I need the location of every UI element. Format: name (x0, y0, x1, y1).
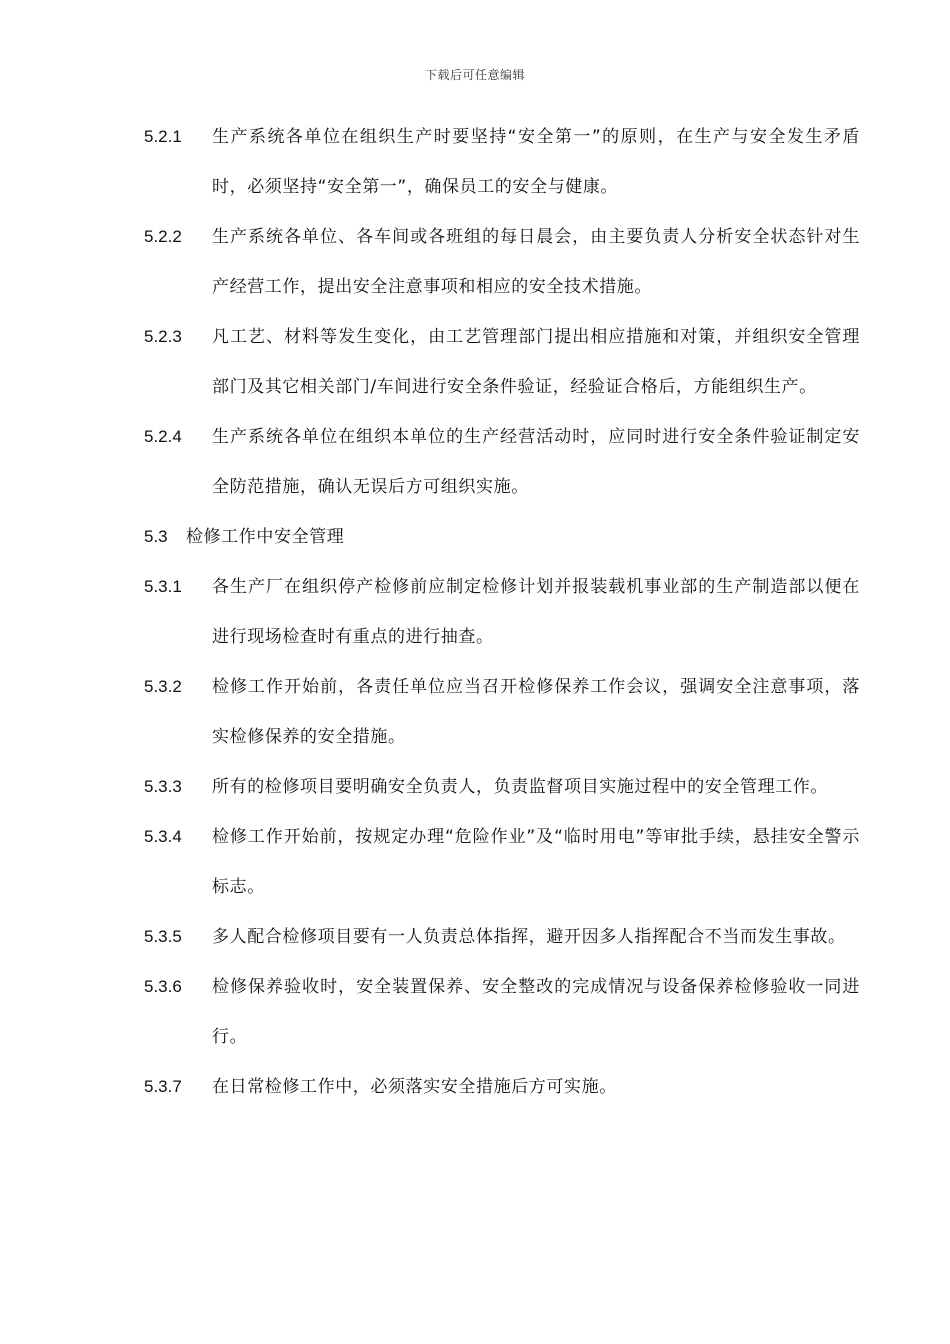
clause-text: 各生产厂在组织停产检修前应制定检修计划并报装载机事业部的生产制造部以便在进行现场检查时有重点的进行抽查。 (212, 577, 860, 647)
clause-text: 在日常检修工作中，必须落实安全措施后方可实施。 (212, 1077, 617, 1097)
clause-number: 5.3.3 (144, 777, 182, 796)
section-title: 检修工作中安全管理 (186, 527, 345, 547)
clause-5-3-2 (144, 662, 860, 762)
clause-text: 生产系统各单位、各车间或各班组的每日晨会，由主要负责人分析安全状态针对生产经营工作，提出安全注意事项和相应的安全技术措施。 (212, 227, 860, 297)
clause-5-3-5 (144, 912, 860, 962)
section-heading-5-3 (144, 512, 860, 562)
clause-text: 生产系统各单位在组织本单位的生产经营活动时，应同时进行安全条件验证制定安全防范措施，确认无误后方可组织实施。 (212, 427, 860, 497)
clause-number: 5.3.6 (144, 977, 182, 996)
clause-5-2-2 (144, 212, 860, 312)
header-note: 下载后可任意编辑 (424, 68, 525, 82)
clause-5-3-7 (144, 1062, 860, 1112)
clause-text: 凡工艺、材料等发生变化，由工艺管理部门提出相应措施和对策，并组织安全管理部门及其它相关部门/车间进行安全条件验证，经验证合格后，方能组织生产。 (212, 327, 860, 397)
clause-5-2-1 (144, 112, 860, 212)
clause-text: 检修工作开始前，各责任单位应当召开检修保养工作会议，强调安全注意事项，落实检修保养的安全措施。 (212, 677, 860, 747)
clause-text: 所有的检修项目要明确安全负责人，负责监督项目实施过程中的安全管理工作。 (212, 777, 828, 797)
section-number: 5.3 (144, 527, 168, 546)
clause-number: 5.2.2 (144, 227, 182, 246)
clause-5-3-3 (144, 762, 860, 812)
clause-text: 多人配合检修项目要有一人负责总体指挥，避开因多人指挥配合不当而发生事故。 (212, 927, 846, 947)
clause-number: 5.3.7 (144, 1077, 182, 1096)
clause-number: 5.2.4 (144, 427, 182, 446)
clause-5-2-3 (144, 312, 860, 412)
clause-number: 5.3.1 (144, 577, 182, 596)
clause-number: 5.3.2 (144, 677, 182, 696)
clause-text: 检修工作开始前，按规定办理“危险作业”及“临时用电”等审批手续，悬挂安全警示标志。 (212, 827, 860, 897)
clause-text: 检修保养验收时，安全装置保养、安全整改的完成情况与设备保养检修验收一同进行。 (212, 977, 860, 1047)
clause-number: 5.2.3 (144, 327, 182, 346)
clause-number: 5.3.4 (144, 827, 182, 846)
document-body (0, 112, 950, 1112)
clause-5-3-1 (144, 562, 860, 662)
clause-5-3-4 (144, 812, 860, 912)
clause-number: 5.3.5 (144, 927, 182, 946)
clause-text: 生产系统各单位在组织生产时要坚持“安全第一”的原则，在生产与安全发生矛盾时，必须坚持“安全第一”，确保员工的安全与健康。 (212, 127, 860, 197)
clause-5-3-6 (144, 962, 860, 1062)
clause-5-2-4 (144, 412, 860, 512)
clause-number: 5.2.1 (144, 127, 182, 146)
